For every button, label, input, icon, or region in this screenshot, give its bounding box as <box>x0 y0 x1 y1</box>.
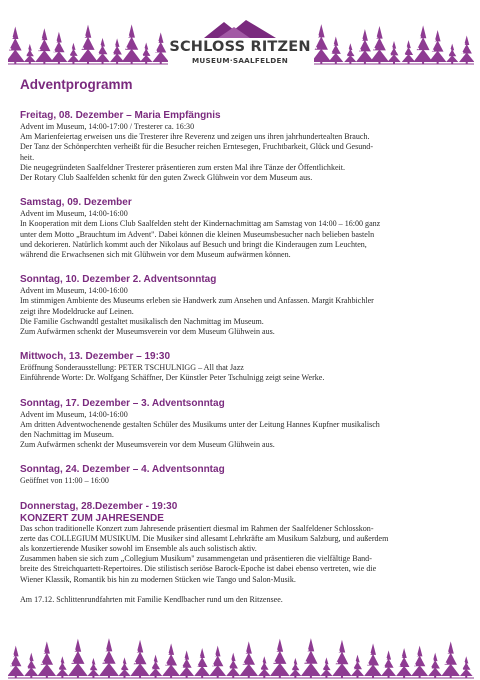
christmas-tree-icon <box>35 28 53 64</box>
christmas-tree-icon <box>179 650 194 678</box>
christmas-tree-icon <box>289 658 301 678</box>
event-text-line: Advent im Museum, 14:00-17:00 / Tresterer ca. 16:30 <box>20 122 195 131</box>
christmas-tree-icon <box>459 35 474 64</box>
event-dec-10 <box>20 274 468 337</box>
christmas-tree-icon <box>396 648 412 678</box>
event-heading: Freitag, 08. Dezember – Maria Empfängnis <box>20 110 221 121</box>
christmas-tree-icon <box>67 43 79 64</box>
event-dec-09 <box>20 197 468 260</box>
christmas-tree-icon <box>370 26 389 64</box>
event-dec-28 <box>20 501 468 585</box>
event-heading: Sonntag, 17. Dezember – 3. Adventsonntag <box>20 397 225 409</box>
event-heading: Sonntag, 24. Dezember – 4. Adventsonntag <box>20 464 225 476</box>
christmas-tree-icon <box>320 657 332 678</box>
event-text-line: Advent im Museum, 14:00-16:00 <box>20 209 128 219</box>
christmas-tree-icon <box>402 40 416 64</box>
event-text-line: Im stimmigen Ambiente des Museums erleben sie Handwerk zum Ansehen und Anfassen. Margit Krahbichler <box>20 296 374 306</box>
event-text-line: In Kooperation mit dem Lions Club Saalfelden steht der Kindernachmittag am Samstag von 14:00 – 16:00 ganz <box>20 219 381 229</box>
program-content <box>20 77 468 605</box>
event-heading: Mittwoch, 13. Dezember – 19:30 <box>20 351 171 363</box>
event-dec-08 <box>20 110 468 183</box>
christmas-tree-icon <box>314 24 331 64</box>
event-text-line: Der Tanz der Schönperchten verheißt für die Besucher reichen Erntesegen, Fruchtbarkeit, Glück und Gesund- <box>20 142 373 152</box>
event-heading: Samstag, 09. Dezember <box>20 197 132 209</box>
footnote: Am 17.12. Schlittenrundfahrten mit Familie Kendlbacher rund um den Ritzensee. <box>20 594 283 604</box>
event-heading: Donnerstag, 28.Dezember - 19:30 <box>20 500 178 512</box>
event-text-line: Advent im Museum, 14:00-16:00 <box>20 409 128 419</box>
christmas-tree-icon <box>270 639 290 678</box>
christmas-tree-icon <box>130 640 149 678</box>
event-dec-24 <box>20 464 468 486</box>
christmas-tree-icon <box>8 646 24 678</box>
christmas-tree-icon <box>226 653 240 678</box>
christmas-tree-icon <box>38 641 57 678</box>
christmas-tree-icon <box>152 32 168 64</box>
christmas-tree-icon <box>149 655 162 678</box>
christmas-tree-icon <box>446 44 458 64</box>
christmas-trees-top-right <box>314 20 474 66</box>
christmas-tree-icon <box>99 638 119 678</box>
christmas-tree-icon <box>332 640 351 678</box>
christmas-tree-icon <box>381 650 396 678</box>
event-text-line: und dekorieren. Natürlich kommt auch der Nikolaus auf Besuch und bringt die Kinderaugen zum Leuchten, <box>20 239 367 249</box>
event-text-line: Eröffnung Sonderausstellung: PETER TSCHULNIGG – All that Jazz <box>20 363 244 373</box>
christmas-tree-icon <box>441 641 460 678</box>
event-text-line: Geöffnet von 11:00 – 16:00 <box>20 476 109 486</box>
christmas-tree-icon <box>110 38 124 64</box>
christmas-tree-icon <box>56 656 69 678</box>
mountain-icon <box>204 20 276 38</box>
event-subheading: KONZERT ZUM JAHRESENDE <box>20 512 164 524</box>
event-text-line: Wiener Klassik, Romantik bis hin zu modernen Stücken wie Tango und Salon-Musik. <box>20 574 296 584</box>
event-text-line: Advent im Museum, 14:00-16:00 <box>20 286 128 296</box>
event-text-line: Zusammen haben sie sich zum „Collegium Musikum" zusammengetan und präsentieren die vielfältige Band- <box>20 554 372 564</box>
christmas-tree-icon <box>351 655 364 678</box>
christmas-tree-icon <box>364 643 382 678</box>
christmas-tree-icon <box>95 38 109 64</box>
event-text-line: während die Erwachsenen sich mit Glühwein vor dem Museum aufwärmen können. <box>20 250 291 260</box>
christmas-tree-icon <box>8 27 25 64</box>
event-text-line: Die Familie Gschwandtl gestaltet musikalisch den Nachmittag im Museum. <box>20 316 264 326</box>
christmas-tree-icon <box>162 643 180 678</box>
christmas-tree-icon <box>239 641 258 678</box>
event-text-line: heit. <box>20 152 35 162</box>
christmas-tree-icon <box>118 657 130 678</box>
event-text-line: breite des Streichquartett-Repertoires. Die stilistisch seriöse Barock-Epoche ist dabei ebenso vertreten, wie die <box>20 564 377 574</box>
event-text-line: Das schon traditionelle Konzert zum Jahresende präsentiert diesmal im Rahmen der Saalfeldener Schlosskon- <box>20 523 374 533</box>
event-text-line: Einführende Worte: Dr. Wolfgang Schäffner, Der Künstler Peter Tschulnigg zeigt seine Werke. <box>20 373 325 383</box>
logo <box>168 20 312 65</box>
christmas-tree-icon <box>428 653 442 678</box>
christmas-tree-icon <box>356 29 374 64</box>
christmas-tree-icon <box>344 43 356 64</box>
event-text-line: den Nachmittag im Museum. <box>20 430 114 440</box>
christmas-tree-icon <box>258 656 271 678</box>
event-dec-13 <box>20 351 468 383</box>
christmas-tree-icon <box>301 638 321 678</box>
christmas-tree-icon <box>78 25 98 64</box>
christmas-tree-icon <box>429 30 447 64</box>
christmas-tree-icon <box>24 653 38 678</box>
event-text-line: Die neugegründeten Saalfeldner Tresterer präsentieren zum ersten Mal ihre Tänze der Öffentlichkeit. <box>20 162 346 172</box>
event-dec-17 <box>20 398 468 451</box>
christmas-tree-icon <box>194 648 210 678</box>
event-text-line: Der Rotary Club Saalfelden schenkt für den guten Zweck Glühwein vor dem Museum aus. <box>20 173 313 183</box>
page-title: Adventprogramm <box>20 77 133 92</box>
christmas-trees-top-left <box>8 20 168 66</box>
event-text-line: zerte das COLLEGIUM MUSIKUM. Die Musiker sind allesamt Lehrkräfte am Musikum Salzburg, und außerdem <box>20 533 389 543</box>
christmas-tree-icon <box>50 32 67 64</box>
logo-title: SCHLOSS RITZEN <box>169 39 311 55</box>
event-text-line: unter dem Motto „Brauchtum im Advent". Dabei können die kleinen Museumsbesucher nach belieben basteln <box>20 229 375 239</box>
christmas-tree-icon <box>68 639 88 678</box>
logo-subtitle: MUSEUM·SAALFELDEN <box>191 56 289 65</box>
christmas-tree-icon <box>122 24 142 64</box>
christmas-tree-icon <box>328 37 343 64</box>
christmas-tree-icon <box>460 656 473 678</box>
christmas-tree-icon <box>413 25 432 64</box>
christmas-tree-icon <box>387 41 400 64</box>
event-text-line: Zum Aufwärmen schenkt der Museumsverein vor dem Museum Glühwein aus. <box>20 327 275 337</box>
event-text-line: Zum Aufwärmen schenkt der Museumsverein vor dem Museum Glühwein aus. <box>20 440 275 450</box>
event-text-line: als konzertierende Musiker sowohl im Ensemble als auch solistisch aktiv. <box>20 544 257 554</box>
event-text-line: Am dritten Adventwochenende gestalten Schüler des Musikums unter der Leitung Hannes Kupfner musikalisch <box>20 419 380 429</box>
christmas-trees-bottom <box>8 636 474 680</box>
christmas-tree-icon <box>24 44 36 64</box>
event-heading: Sonntag, 10. Dezember 2. Adventsonntag <box>20 274 217 286</box>
event-text-line: Am Marienfeiertag erweisen uns die Tresterer ihre Reverenz und zeigen uns ihren jahrhundertealten Brauch. <box>20 132 370 142</box>
christmas-tree-icon <box>209 646 226 678</box>
christmas-tree-icon <box>140 42 153 64</box>
event-text-line: zeigt ihre Modeldrucke auf Leinen. <box>20 306 134 316</box>
christmas-tree-icon <box>87 658 99 678</box>
christmas-tree-icon <box>411 646 428 678</box>
